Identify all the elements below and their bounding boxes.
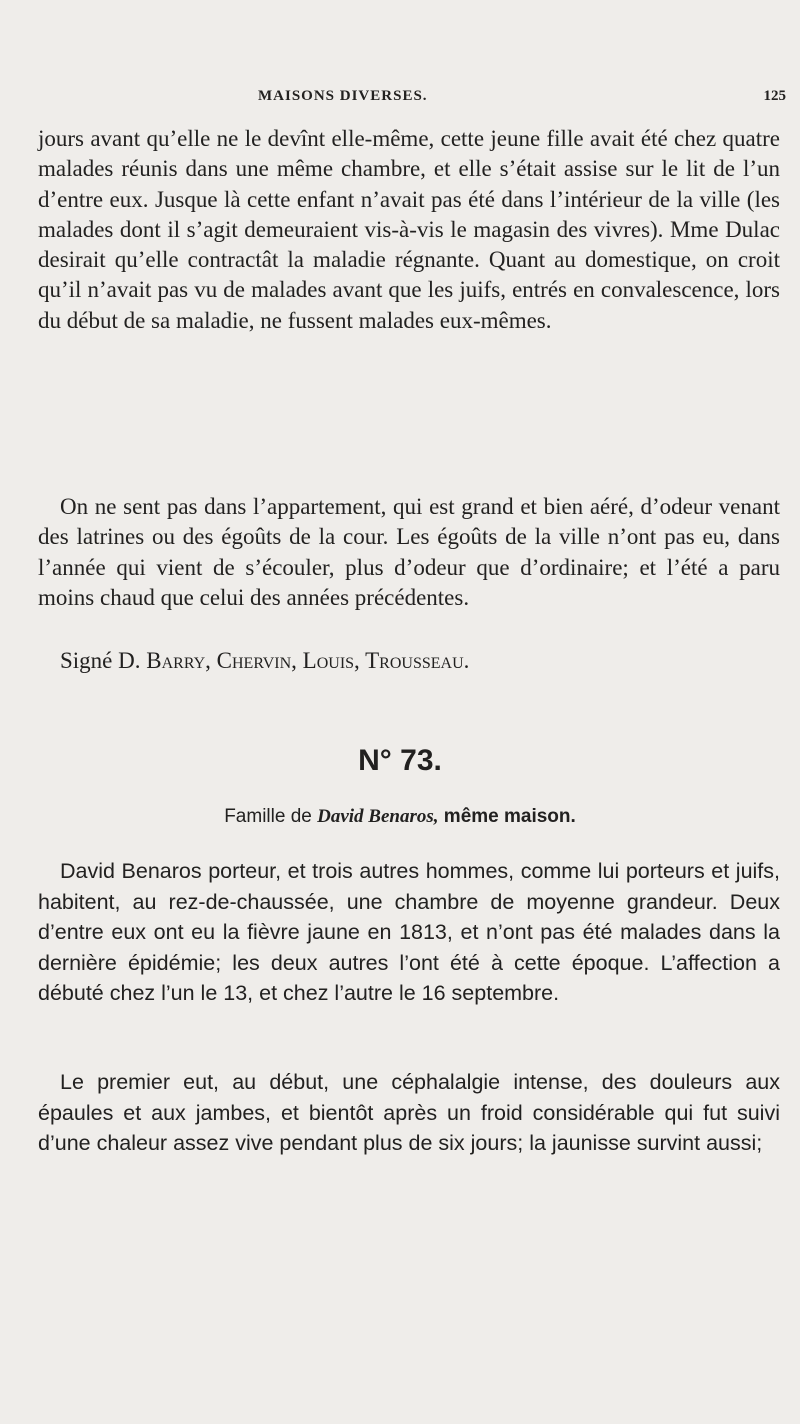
section-subtitle-name: David Benaros, (317, 806, 439, 827)
paragraph-continuation-text: jours avant qu’elle ne le devînt elle-même, cette jeune fille avait été chez quatre malades réunis dans une même chambre, et elle s’était assise sur le lit de l’un d’entre eux. Jusque là cette enfant n’avait pas été dans l’intérieur de la ville (les malades dont il s’agit demeuraient vis-à-vis le magasin des vivres). Mme Dulac desirait qu’elle contractât la maladie régnante. Quant au domestique, on croit qu’il n’avait pas vu de malades avant que les juifs, entrés en convalescence, lors du début de sa maladie, ne fussent malades eux-mêmes. (38, 126, 780, 333)
section-subtitle-suffix: même maison. (438, 806, 576, 827)
signature-prefix: Signé D. (60, 648, 147, 673)
section-subtitle (0, 806, 800, 828)
paragraph-david-text: David Benaros porteur, et trois autres hommes, comme lui porteurs et juifs, habitent, au rez-de-chaussée, une chambre de moyenne grandeur. Deux d’entre eux ont eu la fièvre jaune en 1813, et n’ont pas été malades dans la dernière épidémie; les deux autres l’ont été à cette époque. L’affection a débuté chez l’un le 13, et chez l’autre le 16 septembre. (38, 859, 780, 1006)
paragraph-premier (38, 1067, 780, 1159)
signature-line (60, 646, 780, 676)
signature-names: Barry, Chervin, Louis, Trousseau. (146, 648, 470, 673)
paragraph-david (38, 856, 780, 1009)
paragraph-continuation (38, 124, 780, 336)
paragraph-odeur (38, 492, 780, 613)
paragraph-premier-text: Le premier eut, au début, une céphalalgie intense, des douleurs aux épaules et aux jambes, et bientôt après un froid considérable qui fut suivi d’une chaleur assez vive pendant plus de six jours; la jaunisse survint aussi; (38, 1070, 780, 1156)
running-head (258, 88, 798, 114)
page-number: 125 (763, 88, 786, 104)
paragraph-odeur-text: On ne sent pas dans l’appartement, qui est grand et bien aéré, d’odeur venant des latrines ou des égoûts de la cour. Les égoûts de la ville n’ont pas eu, dans l’année qui vient de s’écouler, plus d’odeur que d’ordinaire; et l’été a paru moins chaud que celui des années précédentes. (38, 494, 780, 610)
section-subtitle-prefix: Famille de (224, 806, 318, 827)
running-head-title: MAISONS DIVERSES. (258, 88, 428, 104)
section-number: N° 73. (358, 744, 442, 777)
